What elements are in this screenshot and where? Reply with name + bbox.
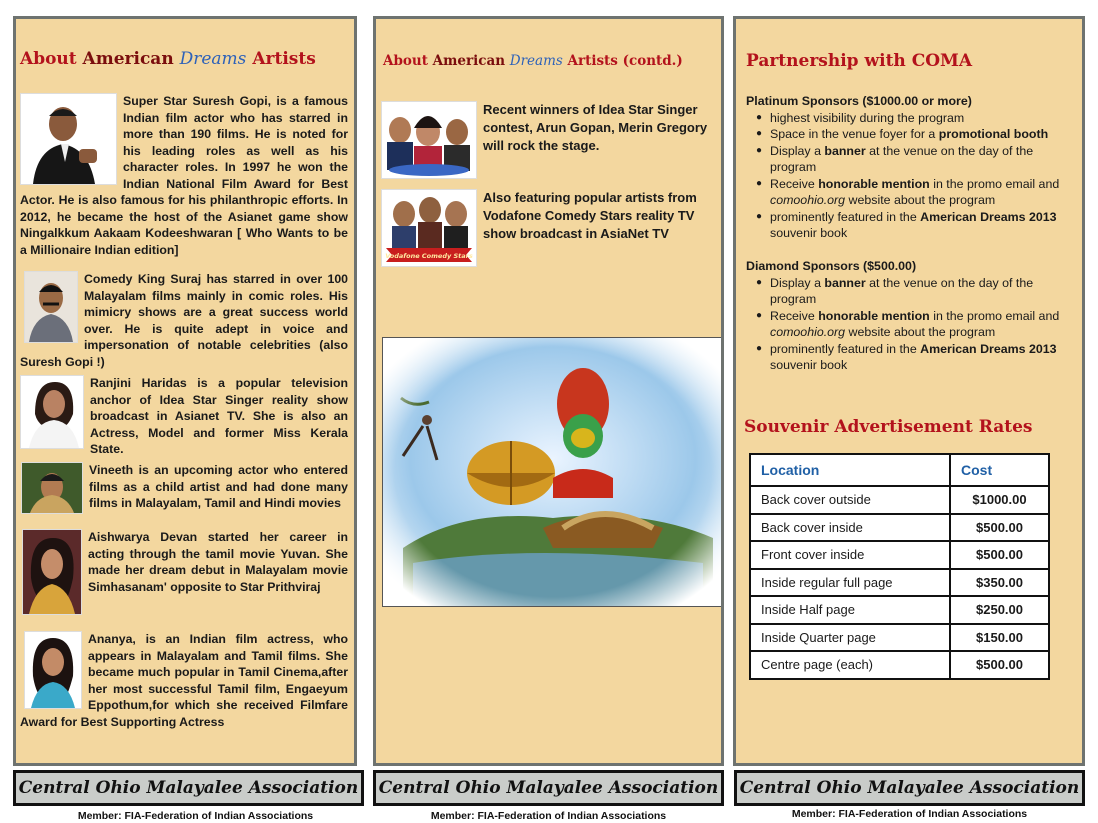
suraj-photo (24, 271, 78, 343)
platinum-benefit: ● Space in the venue foyer for a promotional booth (756, 126, 1076, 143)
table-row (750, 486, 1049, 514)
rate-cost: $350.00 (950, 569, 1049, 597)
rate-cost: $150.00 (950, 624, 1049, 652)
cost-header: Cost (950, 454, 1049, 486)
rate-location: Front cover inside (750, 541, 950, 569)
table-row (750, 624, 1049, 652)
rate-location: Inside Half page (750, 596, 950, 624)
platinum-title: Platinum Sponsors ($1000.00 or more) (746, 94, 972, 108)
rate-cost: $500.00 (950, 514, 1049, 542)
vodafone-comedy-stars-photo (381, 189, 477, 267)
rate-location: Back cover inside (750, 514, 950, 542)
table-row (750, 596, 1049, 624)
artist-ranjini-haridas: Ranjini Haridas is a popular television anchor of Idea Star Singer reality show broadcast in Asianet TV. She is also an Actress, Model and former Miss Kerala State. (20, 375, 348, 458)
diamond-benefit: ● Display a banner at the venue on the day of the program (756, 275, 1076, 308)
table-row (750, 514, 1049, 542)
kerala-collage-image (382, 337, 724, 607)
rate-cost: $500.00 (950, 541, 1049, 569)
suresh-gopi-photo (20, 93, 117, 185)
panel1-heading: About American Dreams Artists (20, 49, 316, 69)
location-header: Location (750, 454, 950, 486)
rate-cost: $250.00 (950, 596, 1049, 624)
panel-partnership (733, 16, 1085, 766)
table-row (750, 569, 1049, 597)
platinum-benefit: ● Receive honorable mention in the promo email and comoohio.org website about the program (756, 176, 1076, 209)
rates-table (749, 453, 1050, 680)
artist-suresh-gopi: Super Star Suresh Gopi, is a famous Indian film actor who has starred in more than 190 films. He is noted for his leading roles as well as his character roles. In 1997 he won the Indian National Film Award for Best Actor. He is also famous for his philanthropic efforts. In 2012, he became the host of the Asianet game show Ningalkkum Aakaam Kodeeshwaran [ Who Wants to be a Millionaire Indian edition] (20, 94, 348, 257)
diamond-benefit: ● prominently featured in the American Dreams 2013 souvenir book (756, 341, 1076, 374)
artist-vineeth: Vineeth is an upcoming actor who entered films as a child artist and had done many films in Malayalam, Tamil and Hindi movies (20, 462, 348, 516)
idea-star-singer-photo (381, 101, 477, 179)
comedy-stars-banner: Vodafone Comedy Stars (385, 252, 473, 260)
platinum-benefit: ● Display a banner at the venue on the day of the program (756, 143, 1076, 176)
platinum-benefit: ● prominently featured in the American Dreams 2013 souvenir book (756, 209, 1076, 242)
member-note: Member: FIA-Federation of Indian Associations (430, 810, 667, 822)
rate-cost: $1000.00 (950, 486, 1049, 514)
platinum-sponsors (746, 93, 1076, 242)
panel-artists (13, 16, 357, 766)
partnership-heading: Partnership with COMA (746, 51, 973, 71)
idea-star-singer-winners: Recent winners of Idea Star Singer contest, Arun Gopan, Merin Gregory will rock the stage. (381, 101, 719, 181)
panel-artists-contd (373, 16, 724, 766)
artist-aishwarya-devan: Aishwarya Devan started her career in acting through the tamil movie Yuvan. She made her dream debut in Malayalam movie Simhasanam' opposite to Star Prithviraj (20, 529, 348, 617)
artist-suraj: Comedy King Suraj has starred in over 100 Malayalam films mainly in comic roles. His mimicry shows are a great success world over. He is quite adept in voice and impersonation of notable celebrities (also Suresh Gopi !) (20, 272, 348, 369)
diamond-sponsors (746, 258, 1076, 374)
aishwarya-devan-photo (22, 529, 82, 615)
rate-location: Inside Quarter page (750, 624, 950, 652)
table-row (750, 541, 1049, 569)
ananya-photo (24, 631, 82, 709)
vodafone-comedy-stars: Vodafone Comedy Stars Also featuring popular artists from Vodafone Comedy Stars reality TV show broadcast in AsiaNet TV (381, 189, 719, 269)
rate-cost: $500.00 (950, 651, 1049, 679)
footer-org-name: Central Ohio Malayalee Association (734, 770, 1085, 806)
table-row (750, 651, 1049, 679)
member-note: Member: FIA-Federation of Indian Associations (791, 808, 1028, 820)
footer-org-name: Central Ohio Malayalee Association (13, 770, 364, 806)
diamond-title: Diamond Sponsors ($500.00) (746, 259, 917, 273)
diamond-benefit: ● Receive honorable mention in the promo email and comoohio.org website about the program (756, 308, 1076, 341)
ranjini-haridas-photo (20, 375, 84, 449)
member-note: Member: FIA-Federation of Indian Associations (77, 810, 314, 822)
platinum-benefit: ● highest visibility during the program (756, 110, 1076, 127)
rates-heading: Souvenir Advertisement Rates (744, 417, 1033, 437)
vineeth-photo (21, 462, 83, 514)
rate-location: Centre page (each) (750, 651, 950, 679)
rate-location: Inside regular full page (750, 569, 950, 597)
rate-location: Back cover outside (750, 486, 950, 514)
footer-org-name: Central Ohio Malayalee Association (373, 770, 724, 806)
artist-ananya: Ananya, is an Indian film actress, who appears in Malayalam and Tamil films. She became much popular in Tamil Cinema,after her most successful Tamil film, Engaeyum Eppothum,for which she received Filmfare Award for Best Supporting Actress (20, 632, 348, 729)
panel2-heading: About American Dreams Artists (contd.) (383, 53, 683, 69)
rates-header-row (750, 454, 1049, 486)
